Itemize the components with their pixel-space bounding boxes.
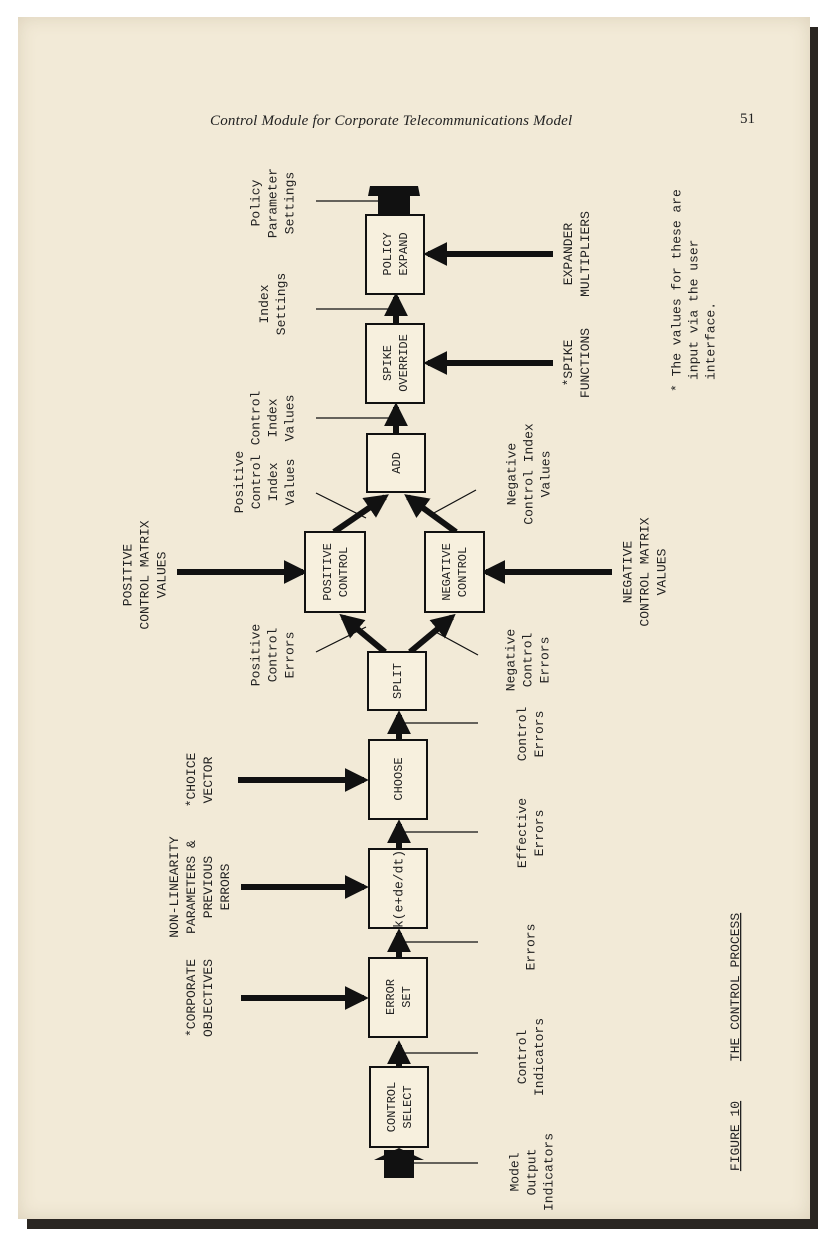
control-indicators-label: Control Indicators xyxy=(515,1017,548,1097)
flow-split-to-positive xyxy=(343,617,385,652)
choose-label: CHOOSE xyxy=(392,757,407,801)
expander-label: EXPANDER MULTIPLIERS xyxy=(561,211,594,297)
spike-override-label: SPIKE OVERRIDE xyxy=(381,334,412,392)
split-label: SPLIT xyxy=(391,662,406,700)
negative-matrix-label: NEGATIVE CONTROL MATRIX VALUES xyxy=(620,517,670,627)
policy-settings-label: Policy Parameter Settings xyxy=(248,167,298,239)
control-select-label: CONTROL SELECT xyxy=(385,1081,416,1133)
objectives-label: *CORPORATE OBJECTIVES xyxy=(184,958,217,1038)
control-errors-label: Control Errors xyxy=(515,706,548,762)
positive-errors-label: Positive Control Errors xyxy=(248,623,298,687)
model-output-label: Model Output Indicators xyxy=(507,1132,557,1212)
user-interface-note: * The values for these are input via the user interface. xyxy=(669,189,719,392)
positive-matrix-label: POSITIVE CONTROL MATRIX VALUES xyxy=(120,520,170,630)
diagram-labels xyxy=(121,168,743,1211)
figure-caption: THE CONTROL PROCESS xyxy=(728,912,743,1062)
negative-index-label: Negative Control Index Values xyxy=(504,423,554,525)
policy-expand-label: POLICY EXPAND xyxy=(381,232,412,276)
error-set-label: ERROR SET xyxy=(384,978,415,1016)
figure-number: FIGURE 10 xyxy=(728,1100,743,1172)
add-label: ADD xyxy=(390,452,405,474)
control-index-label: Control Index Values xyxy=(248,390,298,446)
positive-index-label: Positive Control Index Values xyxy=(232,450,299,514)
errors-label: Errors xyxy=(523,923,539,971)
effective-errors-label: Effective Errors xyxy=(515,797,548,869)
spike-functions-label: *SPIKE FUNCTIONS xyxy=(561,327,594,399)
flow-split-to-negative xyxy=(410,617,452,652)
nonlinearity-label: NON-LINEARITY PARAMETERS & PREVIOUS ERRORS xyxy=(167,836,234,938)
positive-control-label: POSITIVE CONTROL xyxy=(321,543,352,601)
page-header-title: Control Module for Corporate Telecommunications Model xyxy=(210,113,573,129)
flow-negative-to-add xyxy=(408,497,456,532)
choice-vector-label: *CHOICE VECTOR xyxy=(184,752,217,808)
index-settings-label: Index Settings xyxy=(257,272,290,336)
filter-formula-label: k(e+de/dt) xyxy=(391,849,407,929)
negative-control-label: NEGATIVE CONTROL xyxy=(440,543,471,601)
negative-control-block xyxy=(425,532,484,612)
negative-errors-label: Negative Control Errors xyxy=(503,628,553,692)
page-number: 51 xyxy=(740,111,755,127)
